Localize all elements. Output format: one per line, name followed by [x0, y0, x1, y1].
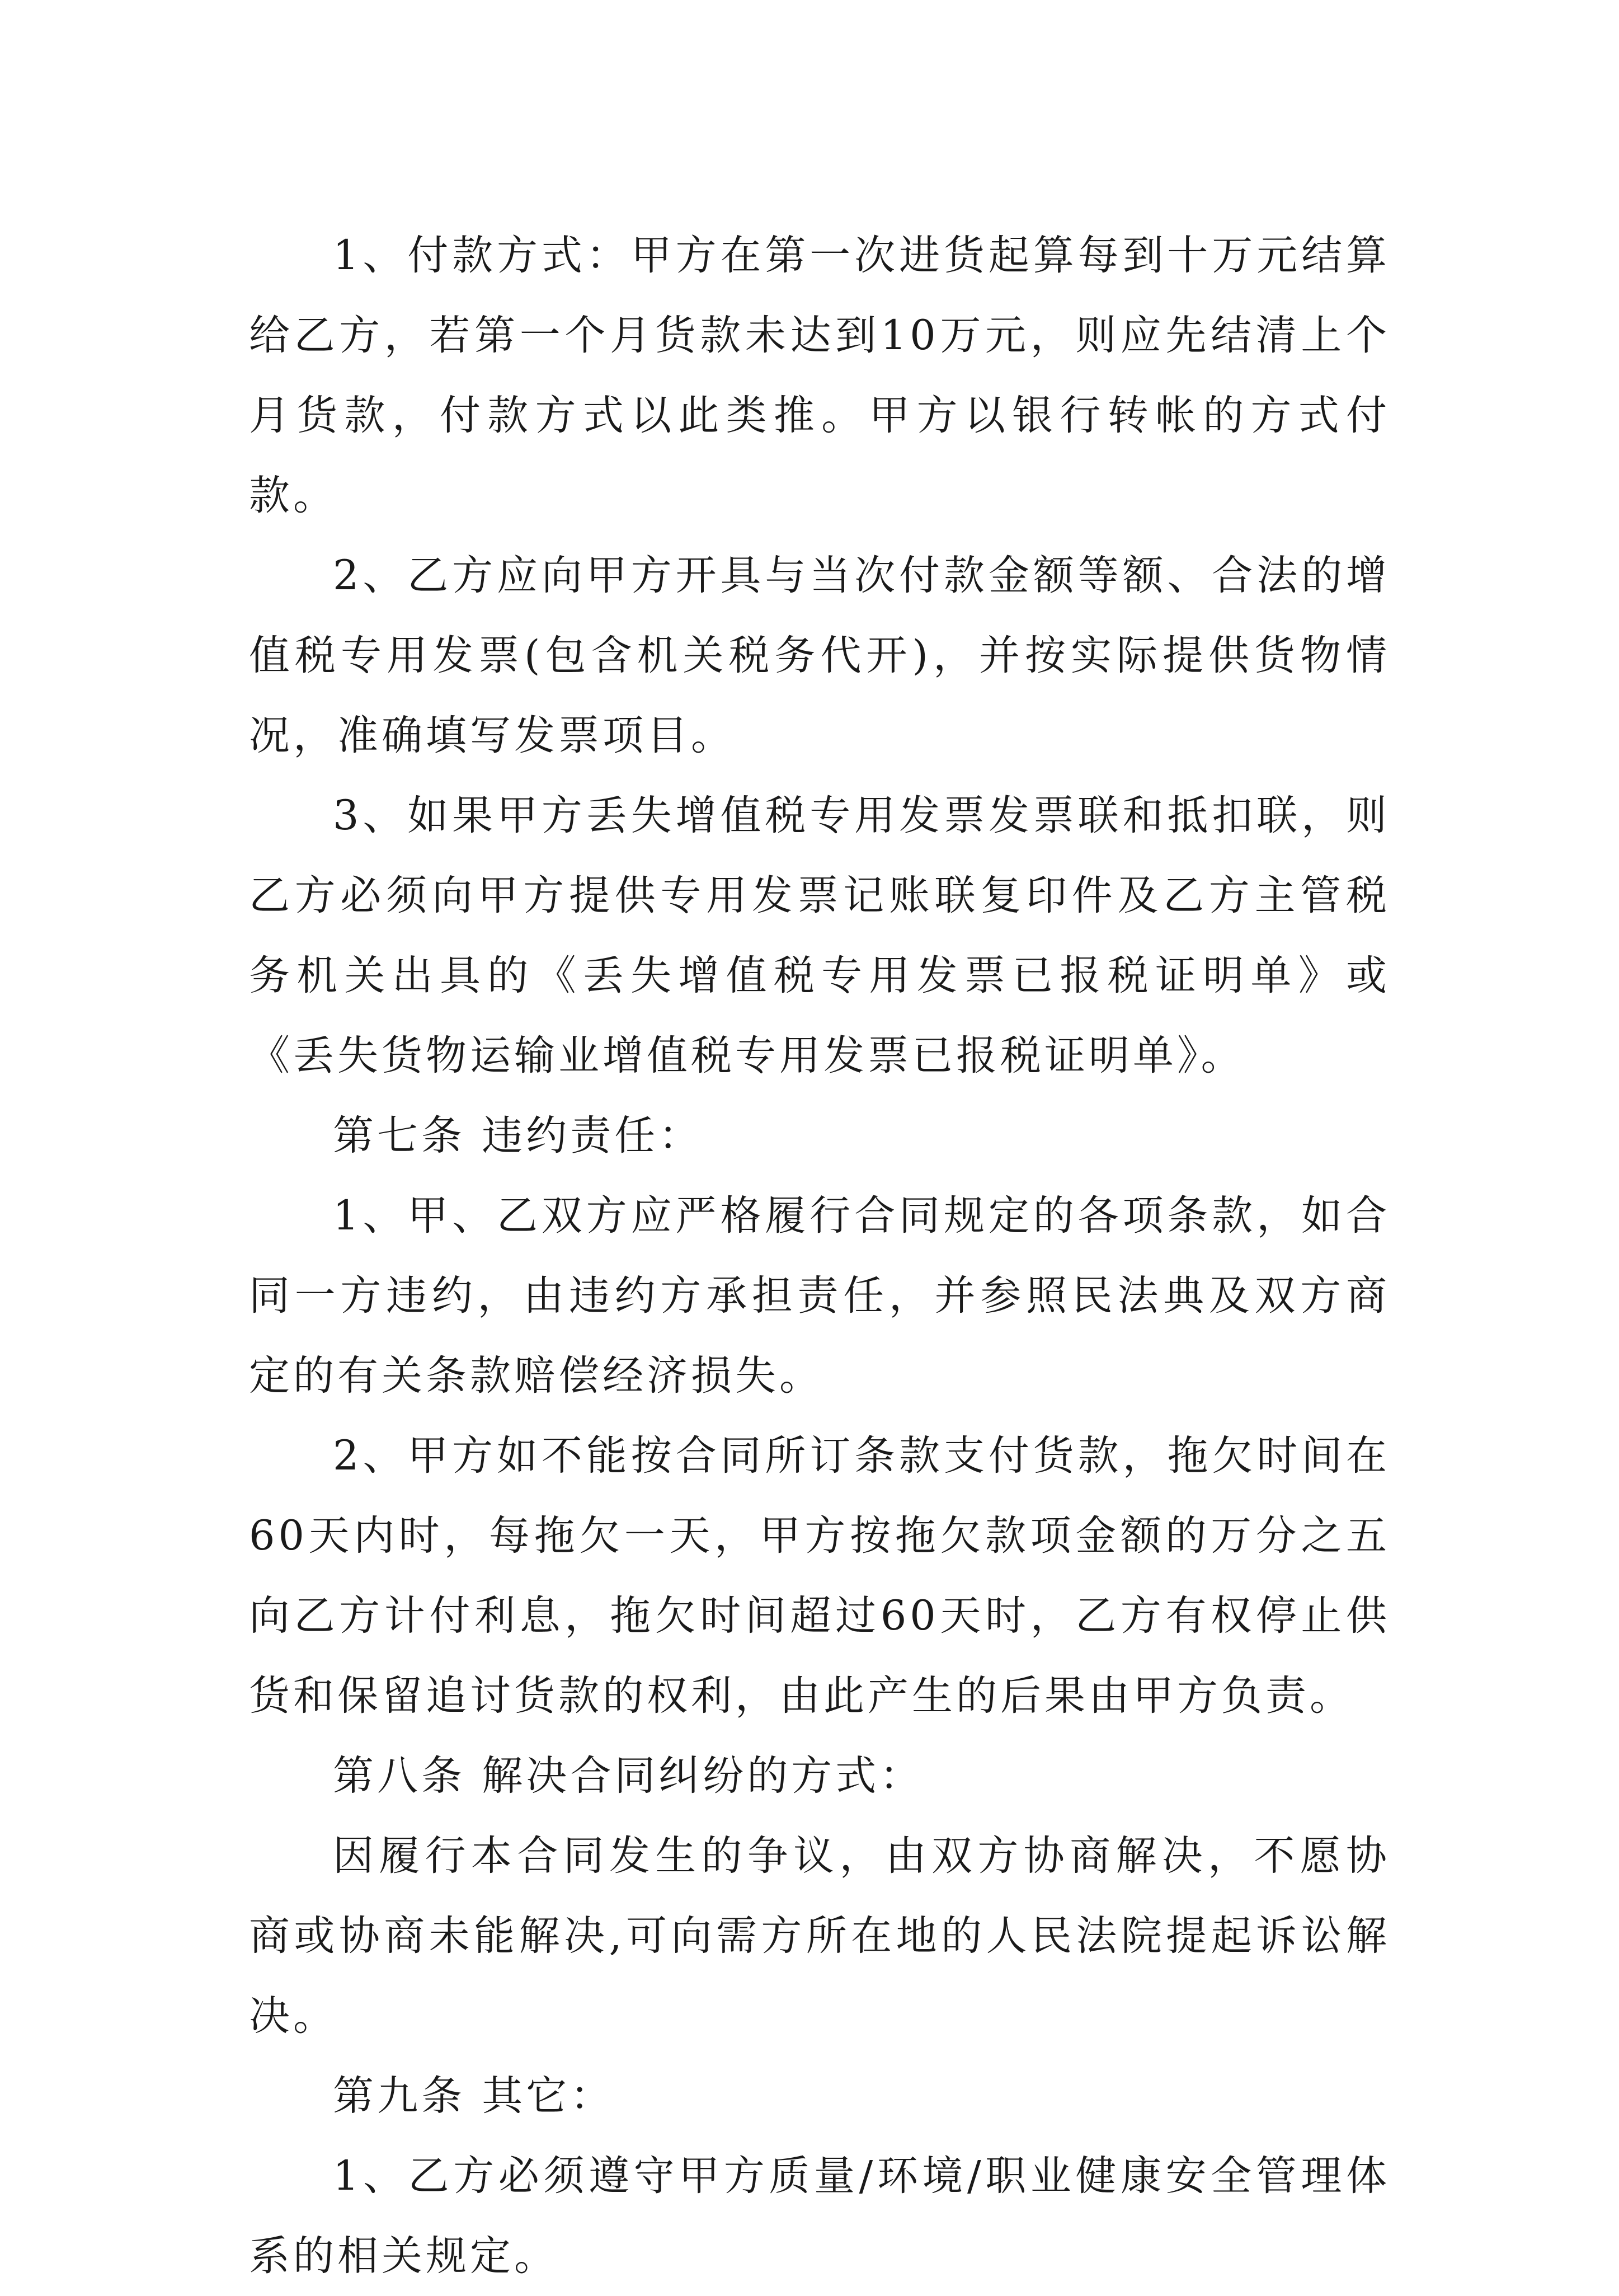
dispute-clause: 因履行本合同发生的争议，由双方协商解决，不愿协商或协商未能解决,可向需方所在地的人民法院提起诉讼解决。 — [249, 1832, 1390, 2040]
liability-clause-2: 2、甲方如不能按合同所订条款支付货款，拖欠时间在60天内时，每拖欠一天，甲方按拖欠款项金额的万分之五向乙方计付利息，拖欠时间超过60天时，乙方有权停止供货和保留追讨货款的权利，由此产生的后果由甲方负责。 — [249, 1432, 1390, 1720]
liability-clause-1: 1、甲、乙双方应严格履行合同规定的各项条款，如合同一方违约，由违约方承担责任，并参照民法典及双方商定的有关条款赔偿经济损失。 — [249, 1192, 1390, 1400]
payment-clause-1: 1、付款方式：甲方在第一次进货起算每到十万元结算给乙方，若第一个月货款未达到10万元，则应先结清上个月货款，付款方式以此类推。甲方以银行转帐的方式付款。 — [249, 232, 1390, 519]
payment-clause-2: 2、乙方应向甲方开具与当次付款金额等额、合法的增值税专用发票(包含机关税务代开)，并按实际提供货物情况，准确填写发票项目。 — [249, 552, 1390, 759]
article-9-heading: 第九条 其它： — [333, 2072, 615, 2120]
payment-clause-3: 3、如果甲方丢失增值税专用发票发票联和抵扣联，则乙方必须向甲方提供专用发票记账联复印件及乙方主管税务机关出具的《丢失增值税专用发票已报税证明单》或《丢失货物运输业增值税专用发票已报税证明单》。 — [249, 792, 1390, 1079]
article-7-heading: 第七条 违约责任： — [333, 1112, 703, 1159]
other-clause-1: 1、乙方必须遵守甲方质量/环境/职业健康安全管理体系的相关规定。 — [249, 2152, 1390, 2280]
document-body — [249, 215, 1390, 2296]
article-8-heading: 第八条 解决合同纠纷的方式： — [333, 1752, 924, 1800]
